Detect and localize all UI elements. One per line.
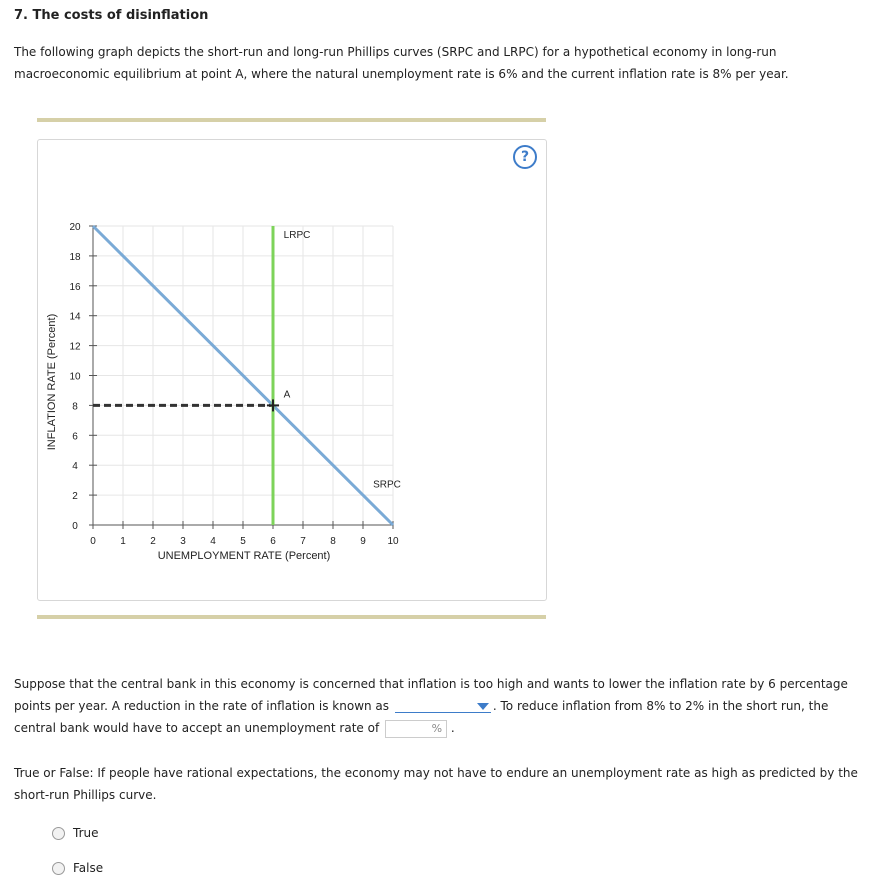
part1-end: . <box>450 721 455 735</box>
y-tick-label: 4 <box>72 461 78 473</box>
x-tick-label: 0 <box>90 536 96 547</box>
x-tick-label: 3 <box>180 536 186 547</box>
x-tick-label: 10 <box>387 536 399 547</box>
y-tick-label: 16 <box>69 281 81 293</box>
radio-false[interactable] <box>52 862 65 875</box>
y-tick-label: 6 <box>72 431 78 443</box>
y-tick-label: 0 <box>72 521 78 532</box>
y-tick-label: 10 <box>69 371 81 383</box>
question-part2: True or False: If people have rational expectations, the economy may not have to endure an unemployment rate as high as predicted by the short-run Phillips curve. <box>14 766 858 802</box>
question-intro: The following graph depicts the short-run and long-run Phillips curves (SRPC and LRPC) for a hypothetical economy in long-run macroeconomic equilibrium at point A, where the natural unemployment rate is 6% and the current inflation rate is 8% per year. <box>14 45 789 81</box>
option-false-label: False <box>73 861 104 875</box>
percent-unit: % <box>431 721 443 735</box>
y-tick-label: 12 <box>69 341 81 353</box>
option-true[interactable] <box>52 826 99 840</box>
part1-text-a: Suppose that the central bank in this economy is concerned that inflation is too high and wants to lower the inflation rate by 6 percentage points per year. A reduction in the rate of inflation is known as <box>14 677 848 713</box>
bottom-divider <box>37 615 546 619</box>
dropdown-arrow-icon <box>477 703 489 710</box>
y-axis-label: INFLATION RATE (Percent) <box>46 313 58 451</box>
x-tick-label: 5 <box>240 536 246 547</box>
part1-text-b: . To reduce inflation from 8% to 2% in the short run, the central bank would have to accept an unemployment rate of <box>14 699 829 735</box>
point-a-label: A <box>283 389 291 401</box>
x-tick-label: 1 <box>120 536 126 547</box>
help-icon[interactable]: ? <box>513 145 537 169</box>
question-part1 <box>14 673 874 739</box>
option-true-label: True <box>73 826 99 840</box>
unemployment-input[interactable] <box>385 720 447 738</box>
lrpc-label: LRPC <box>283 229 311 241</box>
srpc-label: SRPC <box>373 479 401 491</box>
x-tick-label: 8 <box>330 536 336 547</box>
x-tick-label: 2 <box>150 536 156 547</box>
x-tick-label: 6 <box>270 536 276 547</box>
x-axis-label: UNEMPLOYMENT RATE (Percent) <box>157 550 331 562</box>
question-title: 7. The costs of disinflation <box>14 8 209 23</box>
y-tick-label: 8 <box>72 401 78 413</box>
x-tick-label: 7 <box>300 536 306 547</box>
y-tick-label: 14 <box>69 311 81 323</box>
y-tick-label: 18 <box>69 251 81 263</box>
option-false[interactable] <box>52 861 103 875</box>
chart-ticks <box>69 222 399 547</box>
y-tick-label: 20 <box>69 222 81 233</box>
x-tick-label: 4 <box>210 536 216 547</box>
radio-true[interactable] <box>52 827 65 840</box>
term-dropdown[interactable] <box>395 700 491 713</box>
y-tick-label: 2 <box>72 491 78 503</box>
x-tick-label: 9 <box>360 536 366 547</box>
